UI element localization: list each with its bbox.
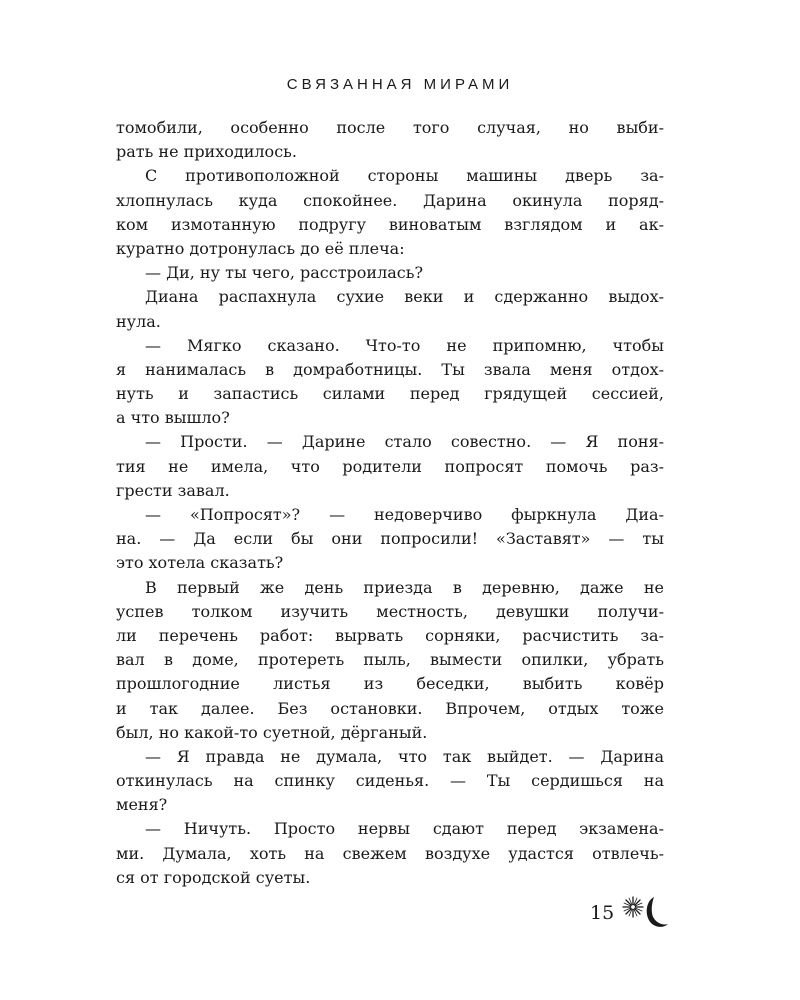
text-line: вал в доме, протереть пыль, вымести опилки, убрать — [116, 650, 664, 670]
text-line: — Ничуть. Просто нервы сдают перед экзамена- — [145, 819, 664, 839]
text-line: прошлогодние листья из беседки, выбить ковёр — [116, 674, 664, 694]
text-line: грести завал. — [116, 480, 230, 500]
text-line: томобили, особенно после того случая, но выби- — [116, 118, 664, 137]
text-line: — Прости. — Дарине стало совестно. — Я поня- — [145, 432, 664, 452]
body-text — [116, 118, 664, 892]
text-line: хлопнулась куда спокойнее. Дарина окинула поряд- — [116, 190, 664, 210]
text-line: на. — Да если бы они попросили! «Заставят» — ты — [116, 529, 664, 549]
text-line: ли перечень работ: вырвать сорняки, расчистить за- — [116, 625, 664, 645]
star-and-crescent-moon-icon — [620, 893, 670, 933]
text-line: был, но какой-то суетной, дёрганый. — [116, 722, 428, 742]
text-line: и так далее. Без остановки. Впрочем, отдых тоже — [116, 698, 664, 718]
text-line: — «Попросят»? — недоверчиво фыркнула Диа- — [145, 505, 664, 524]
text-line: — Ди, ну ты чего, расстроилась? — [145, 263, 424, 283]
text-line: меня? — [116, 795, 168, 815]
text-line: В первый же день приезда в деревню, даже не — [145, 577, 664, 597]
text-line: откинулась на спинку сиденья. — Ты сердишься на — [116, 771, 664, 791]
page-number: 15 — [590, 902, 615, 924]
text-line: куратно дотронулась до её плеча: — [116, 238, 405, 258]
page-footer — [590, 893, 670, 933]
text-line: ся от городской суеты. — [116, 867, 311, 887]
text-line: рать не приходилось. — [116, 142, 297, 162]
text-line: а что вышло? — [116, 408, 230, 428]
text-line: это хотела сказать? — [116, 553, 284, 573]
text-line: С противоположной стороны машины дверь за- — [145, 166, 664, 186]
text-line: — Я правда не думала, что так выйдет. — Дарина — [145, 746, 664, 766]
text-line: ми. Думала, хоть на свежем воздухе удастся отвлечь- — [116, 843, 664, 863]
text-line: тия не имела, что родители попросят помочь раз- — [116, 456, 664, 476]
text-line: успев толком изучить местность, девушки получи- — [116, 601, 664, 621]
text-line: ком измотанную подругу виноватым взглядом и ак- — [116, 214, 664, 234]
text-line: Диана распахнула сухие веки и сдержанно выдох- — [145, 287, 664, 307]
text-line: — Мягко сказано. Что-то не припомню, чтобы — [145, 335, 664, 355]
running-head-title: СВЯЗАННАЯ МИРАМИ — [286, 76, 514, 93]
text-line: нула. — [116, 311, 161, 331]
text-line: нуть и запастись силами перед грядущей сессией, — [116, 384, 664, 404]
text-line: я нанималась в домработницы. Ты звала меня отдох- — [116, 359, 664, 379]
